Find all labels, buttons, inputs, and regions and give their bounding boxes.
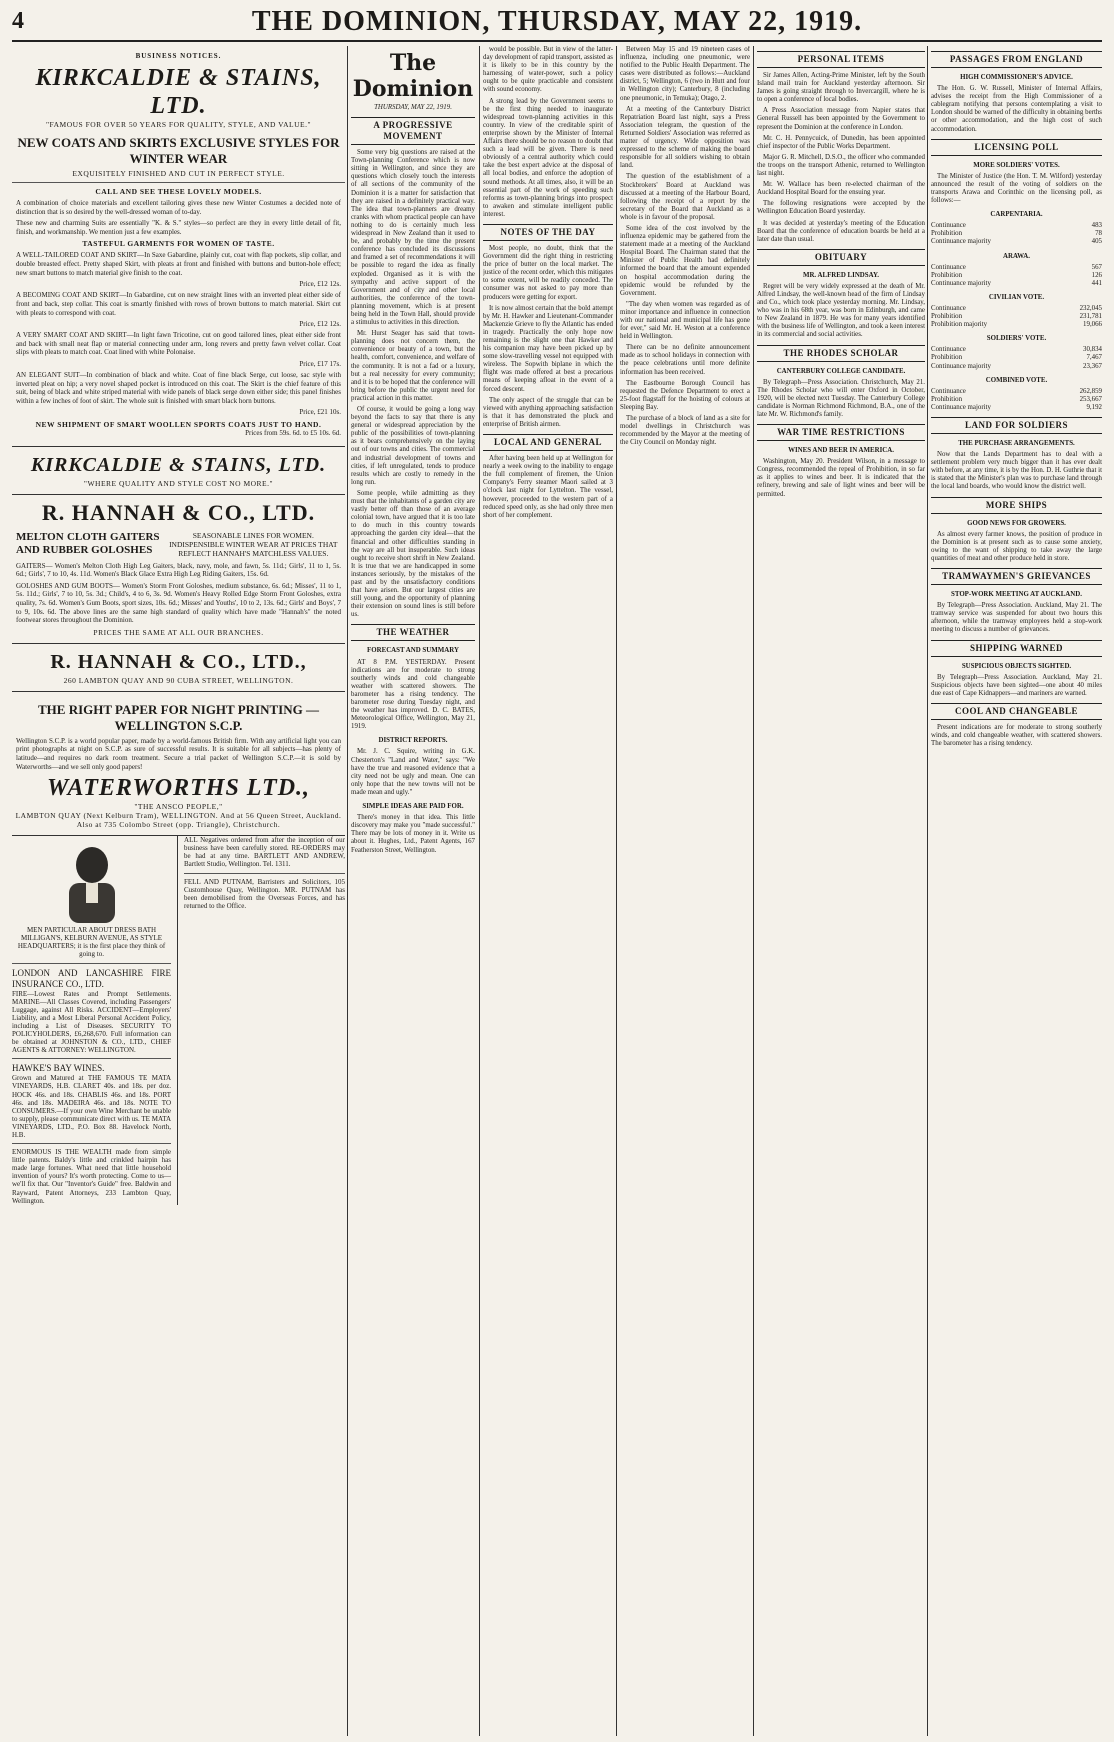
land-soldiers-heading: LAND FOR SOLDIERS — [931, 417, 1102, 434]
war-subheading: WINES AND BEER IN AMERICA. — [788, 447, 894, 455]
personal-item: Major G. R. Mitchell, D.S.O., the officer who commanded the troops on the transport Athenic, returned to Wellington last night. — [757, 153, 925, 178]
personal-item: Mr. W. Wallace has been re-elected chairman of the Auckland Hospital Board for the ensuing year. — [757, 181, 925, 197]
kirkcaldie-tagline: "FAMOUS FOR OVER 50 YEARS FOR QUALITY, STYLE, AND VALUE." — [45, 120, 312, 130]
note-paragraph: The only aspect of the struggle that can be viewed with anything approaching satisfaction is that it has demonstrated the pluck and enterprise of British airmen. — [483, 396, 613, 428]
lower-ads — [12, 836, 345, 1205]
poll-row — [931, 280, 1102, 288]
poll-count: 232,045 — [1079, 304, 1102, 312]
kirk-price: Price, £21 10s. — [299, 408, 341, 417]
personal-item: Sir James Allen, Acting-Prime Minister, left by the South Island mail train for Auckland yesterday afternoon. Sir James is going straight through to Invercargill, where he is to open a conference of local bodies. — [757, 72, 925, 104]
local-item: There can be no definite announcement made as to school holidays in connection with the peace celebrations until more definite information has been received. — [620, 344, 750, 376]
hannah-ad-2 — [12, 644, 345, 692]
poll-label: Continuance majority — [931, 238, 991, 246]
poll-label: Prohibition — [931, 271, 963, 279]
kirkcaldie-ad — [12, 46, 345, 447]
column-rule — [479, 46, 480, 1736]
hawkes-bay-txt: Grown and Matured at THE FAMOUS TE MATA VINEYARDS, H.B. CLARET 40s. and 18s. per doz. HOCK 46s. and 18s. CHABLIS 46s. and 18s. PORT 46s. and 18s. MADEIRA 46s. and 18s. NOTE TO CONSUMERS.—If your own Wine Merchant be unable to supply, please communicate direct with us. TE MATA VINEYARDS, LTD., P.O. Box 88. Havelock North, H.B. — [12, 1074, 172, 1139]
poll-label: Continuance — [931, 346, 966, 354]
shipping-warned-heading: SHIPPING WARNED — [931, 640, 1102, 657]
editorial-continued: would be possible. But in view of the latter-day development of rapid transport, assisted as it is likely to be in this country by the harnessing of water-power, such a policy ought to be quite practicable and consistent with sound economy. — [483, 46, 613, 94]
note-paragraph: Most people, no doubt, think that the Government did the right thing in restricting the price of butter on the local market. The justice of the recent order, which this mitigates to some extent, will be readily conceded. The consumer was not asked to pay more than producers were getting for export. — [483, 244, 613, 301]
poll-group-heading: COMBINED VOTE. — [985, 376, 1048, 384]
poll-row — [931, 313, 1102, 321]
poll-group-heading: CIVILIAN VOTE. — [988, 293, 1045, 301]
poll-row — [931, 222, 1102, 230]
hannah-gaiters-head: MELTON CLOTH GAITERS AND RUBBER GOLOSHES — [16, 530, 160, 556]
poll-count: 253,667 — [1079, 395, 1102, 403]
weather-heading: THE WEATHER — [351, 624, 475, 641]
personal-item: Mr. C. H. Pennycuick, of Dunedin, has been appointed chief inspector of the Public Works Department. — [757, 134, 925, 150]
kirk-item: AN ELEGANT SUIT—In combination of black and white. Coat of fine black Serge, cut loose, sac style with inverted pleat on hip; a very novel shaped pocket is introduced on this coat. The Skirt is the chief feature of this suit, being of black and white striped material with wide panels of black serge down either side; this panel finishes within a few inches of foot of skirt. The whole suit is finished with smart black horn buttons. — [16, 371, 341, 405]
kirkcaldie-name: KIRKCALDIE & STAINS, LTD. — [35, 65, 322, 120]
poll-count: 23,367 — [1083, 362, 1102, 370]
editorial-date: THURSDAY, MAY 22, 1919. — [374, 104, 452, 111]
coats-sub: EXQUISITELY FINISHED AND CUT IN PERFECT STYLE. — [72, 169, 285, 179]
advertisements — [12, 46, 345, 1736]
local-item: The purchase of a block of land as a site for model dwellings in Christchurch was recommended by the Mayor at the meeting of the City Council on Monday night. — [620, 415, 750, 447]
poll-count: 567 — [1091, 263, 1102, 271]
waterworths-name: WATERWORTHS LTD., — [46, 775, 311, 802]
milligan-ad: MEN PARTICULAR ABOUT DRESS BATH MILLIGAN'S, KELBURN AVENUE, AS STYLE HEADQUARTERS; it is the first place they think of going to. — [17, 926, 166, 959]
weather-subheading: FORECAST AND SUMMARY — [367, 647, 459, 655]
poll-label: Continuance — [931, 387, 966, 395]
passages-body: The Hon. G. W. Russell, Minister of Internal Affairs, advises the receipt from the High Commissioner of a cablegram notifying that persons contemplating a visit to London should be warned of the difficulty in obtaining berths or other accommodation, and the high cost of such accommodation. — [931, 85, 1102, 133]
poll-count: 30,834 — [1083, 346, 1102, 354]
licensing-subheading: MORE SOLDIERS' VOTES. — [973, 161, 1060, 169]
hannah-ad — [12, 495, 345, 644]
column-rule — [347, 46, 348, 1736]
local-item: At a meeting of the Canterbury District Repatriation Board last night, says a Press Association telegram, the question of the Returned Soldiers' Association was referred as matter of urgency. Wide opposition was expressed to the scheme of making the board responsible for all soldiers wishing to obtain land. — [620, 105, 750, 170]
local-item: The question of the establishment of a Stockbrokers' Board at Auckland was discussed at a meeting of the Harbour Board, following the receipt of a report by the secretary of the Board that Auckland as a whole is in favour of the proposal. — [620, 173, 750, 221]
poll-label: Prohibition — [931, 230, 963, 238]
personal-column — [757, 46, 925, 1736]
poll-label: Continuance — [931, 222, 966, 230]
weather-body: AT 8 P.M. YESTERDAY. Present indications are for moderate to strong southerly winds and cold changeable weather with scattered showers. The barometer has a rising tendency. The barometer rose during Tuesday night, and the weather has improved. D. C. BATES, Meteorological Office, Wellington, May 21, 1919. — [351, 658, 475, 731]
note-paragraph: It is now almost certain that the bold attempt by Mr. H. Hawker and Lieutenant-Commander Mackenzie Grieve to fly the Atlantic has ended in tragedy. Practically the only hope now remaining is the slight one that Hawker and his companion may have been picked up by some slow-travelling vessel not equipped with wireless. The Sopwith biplane in which the flight was made offered at best a precarious means of keeping afloat in the event of a forced descent. — [483, 304, 613, 393]
poll-count: 483 — [1091, 222, 1102, 230]
licensing-poll-heading: LICENSING POLL — [931, 139, 1102, 156]
poll-row — [931, 238, 1102, 246]
newspaper-nameplate: The Dominion — [352, 50, 474, 102]
poll-row — [931, 363, 1102, 371]
poll-count: 126 — [1091, 271, 1102, 279]
waterworths-address: LAMBTON QUAY (Next Kelburn Tram), WELLINGTON. And at 56 Queen Street, Auckland. Also at 735 Colombo Street (opp. Triangle), Christchurch. — [15, 811, 342, 830]
passages-subheading: HIGH COMMISSIONER'S ADVICE. — [960, 74, 1073, 81]
tramway-body: By Telegraph—Press Association. Auckland, May 21. The tramway service was suspended for about two hours this afternoon, while the tramway employees held a stop-work meeting to discuss a number of grievances. — [931, 602, 1102, 634]
kirk-intro: A combination of choice materials and excellent tailoring gives these new Winter Costumes a decided note of distinction that is so desired by the well-dressed woman of to-day. — [16, 199, 341, 216]
poll-row — [931, 354, 1102, 362]
rhodes-subheading: CANTERBURY COLLEGE CANDIDATE. — [776, 367, 906, 375]
ships-subheading: GOOD NEWS FOR GROWERS. — [967, 519, 1066, 527]
poll-results — [931, 211, 1102, 412]
hannah-seasonable: SEASONABLE LINES FOR WOMEN. INDISPENSIBLE WINTER WEAR AT PRICES THAT REFLECT HANNAH'S MATCHLESS VALUES. — [169, 530, 338, 558]
simple-ideas-heading: SIMPLE IDEAS ARE PAID FOR. — [362, 803, 464, 811]
personal-item: A Press Association message from Napier states that General Russell has been appointed by the Government to represent the Dominion at the conference in London. — [757, 107, 925, 131]
london-lancashire-head: LONDON AND LANCASHIRE FIRE INSURANCE CO., LTD. — [12, 967, 172, 989]
column-rule — [753, 46, 754, 1736]
local-item: "The day when women was regarded as of minor importance and influence in connection with our national and municipal life has gone for ever," said Mr. H. Weston at a conference held in Wellington. — [620, 300, 750, 341]
column-rule — [616, 46, 617, 1736]
poll-label: Continuance majority — [931, 403, 991, 411]
news-column — [931, 46, 1102, 1736]
kirk-price: Price, £12 12s. — [299, 320, 341, 329]
poll-count: 7,467 — [1086, 354, 1102, 362]
cool-changeable-heading: COOL AND CHANGEABLE — [931, 703, 1102, 720]
tasteful-heading: TASTEFUL GARMENTS FOR WOMEN OF TASTE. — [82, 239, 275, 249]
hannah-address: 260 LAMBTON QUAY AND 90 CUBA STREET, WELLINGTON. — [63, 675, 294, 685]
ships-body: As almost every farmer knows, the position of produce in the Dominion is at present such as to cause some anxiety, owing to the want of shipping to take away the large quantities of meat and other produce held in store. — [931, 530, 1102, 562]
local-general-heading: LOCAL AND GENERAL — [483, 434, 613, 451]
poll-label: Continuance — [931, 263, 966, 271]
personal-item: The following resignations were accepted by the Wellington Education Board yesterday. — [757, 200, 925, 216]
editorial-heading: A PROGRESSIVE MOVEMENT — [351, 117, 475, 145]
sports-price: Prices from 59s. 6d. to £5 10s. 6d. — [245, 428, 341, 437]
poll-count: 231,781 — [1079, 313, 1102, 321]
london-lancashire-txt: FIRE—Lowest Rates and Prompt Settlements. MARINE—All Classes Covered, including Passengers' Luggage, against All Risks. ACCIDENT—Employers' Liability, and a Most Liberal Personal Accident Policy, including a List of Diseases. SECURITY TO POLICYHOLDERS, £6,268,670. Full information can be obtained at JOHNSTON & CO., LTD., CHIEF AGENTS & ATTORNEY: WELLINGTON. — [12, 989, 172, 1055]
poll-label: Prohibition — [931, 354, 963, 362]
hannah-gaiters: GAITERS— Women's Melton Cloth High Leg Gaiters, black, navy, mole, and fawn, 5s. 11d.; Girls', 11 to 1, 5s. 6d.; Girls', 7 to 10, 4s. 11d. Women's Black Glace Extra High Leg Riding Gaiters, 15s. 6d. — [16, 561, 341, 579]
poll-count: 405 — [1091, 238, 1102, 246]
poll-label: Prohibition — [931, 313, 963, 321]
obituary-body: Regret will be very widely expressed at the death of Mr. Alfred Lindsay, the well-known head of the firm of Lindsay and Co., which took place yesterday morning. Mr. Lindsay, who was in his 68th year, was born in Edinburgh, and came to New Zealand in 1879. He was for many years identified with the business life of Wellington, and took a keen interest in its commercial and social activities. — [757, 282, 925, 339]
kirkcaldie-tagline-2: "WHERE QUALITY AND STYLE COST NO MORE." — [83, 478, 274, 488]
poll-group-heading: SOLDIERS' VOTE. — [986, 335, 1047, 343]
business-notices-label: BUSINESS NOTICES. — [135, 52, 222, 60]
poll-label: Prohibition majority — [931, 321, 988, 329]
notes-of-the-day-heading: NOTES OF THE DAY — [483, 224, 613, 241]
night-printing-txt: Wellington S.C.P. is a world popular paper, made by a world-famous British firm. With any artificial light you can print photographs at night on S.C.P. as sure of successful results. It is suitable for all subjects—has plenty of latitude—and requires no dark room treatment. Secure a trial packet of Wellington S.C.P.—it is sold by Waterworths—and we sell only good papers! — [16, 736, 341, 771]
poll-count: 78 — [1095, 230, 1102, 238]
tramway-subheading: STOP-WORK MEETING AT AUCKLAND. — [951, 591, 1082, 599]
district-body: Mr. J. C. Squire, writing in G.K. Chesterton's "Land and Water," says: "We have the true and reasoned evidence that a city need not be ugly and mean. One can only hope that the new towns will not be made mean and ugly." — [351, 748, 475, 796]
obituary-heading: OBITUARY — [757, 249, 925, 266]
hannah-same-prices: PRICES THE SAME AT ALL OUR BRANCHES. — [93, 627, 264, 637]
fell-putnam-ad: FELL AND PUTNAM, Barristers and Solicitors, 105 Customhouse Quay, Wellington. MR. PUTNAM has been demobilised from the Overseas Forces, and has returned to the Office. — [184, 877, 345, 910]
kirkcaldie-ad-2 — [12, 447, 345, 495]
editorial-column — [351, 46, 475, 1736]
land-body: Now that the Lands Department has to deal with a settlement problem very much bigger than it has ever dealt with before, at any time, it is by the Hon. D. H. Guthrie that it is stated that the Minister's plan was to purchase land through the local land boards, who would know the district well. — [931, 451, 1102, 491]
kirk-item: A VERY SMART COAT AND SKIRT—In light fawn Tricotine, cut on good tailored lines, pleat either side front and back with small neat flap or material connecting under arm, long revers and pretty fawn velvet collar. Coat slips with pleats to match coat. Coat lined with white Polonaise. — [16, 331, 341, 357]
poll-label: Continuance majority — [931, 362, 991, 370]
hannah-goloshes: GOLOSHES AND GUM BOOTS— Women's Storm Front Goloshes, medium substance, 6s. 6d.; Misses', 11 to 1, 5s. 11d.; Girls', 7 to 10, 5s. 3d.; Child's, 4 to 6, 3s. 9d. Women's Heavy Rolled Edge Storm Front Goloshes, extra quality, 7s. 6d. Women's Gum Boots, sport sizes, 10s. 6d.; Misses' and Youths', 10 to 2, 13s. 6d.; Girls' and Boys', 7 to 9, 10s. 6d. The above lines are the same high standard of quality which have made "Hannah's" the noted footwear stores throughout the Dominion. — [16, 581, 341, 625]
local-item: Some idea of the cost involved by the influenza epidemic may be gathered from the statement made at a meeting of the Auckland Hospital Board. The Chairman stated that the Minister of Public Health had definitely informed the board that the amount expended on hospital accommodation during the epidemic would be refunded by the Government. — [620, 224, 750, 297]
masthead — [12, 6, 1102, 42]
local-item: Between May 15 and 19 nineteen cases of influenza, including one pneumonic, were notified to the Public Health Department. The cases were distributed as follows:—Auckland district, 5; Wellington, 6 (two in Hutt and four in Wellington city); Canterbury, 8 (including one pneumonic, in Temuka); Otago, 2. — [620, 46, 750, 102]
war-restrictions-heading: WAR TIME RESTRICTIONS — [757, 424, 925, 441]
poll-row — [931, 396, 1102, 404]
poll-row — [931, 404, 1102, 412]
poll-row — [931, 230, 1102, 238]
kirkcaldie-name-2: KIRKCALDIE & STAINS, LTD. — [30, 453, 327, 476]
coats-skirts-heading: NEW COATS AND SKIRTS EXCLUSIVE STYLES FOR WINTER WEAR — [17, 135, 340, 167]
man-portrait-image — [12, 836, 171, 926]
shipping-body: By Telegraph—Press Association. Auckland, May 21. Suspicious objects have been sighted—one about 40 miles due east of Cape Kidnappers—and mariners are warned. — [931, 673, 1102, 697]
poll-count: 262,859 — [1079, 387, 1102, 395]
paper-ad — [12, 692, 345, 836]
call-see: CALL AND SEE THESE LOVELY MODELS. — [95, 187, 262, 197]
poll-row — [931, 321, 1102, 329]
sports-coats: NEW SHIPMENT OF SMART WOOLLEN SPORTS COATS JUST TO HAND. — [35, 419, 322, 429]
poll-row — [931, 305, 1102, 313]
editorial-paragraph: Mr. Hurst Seager has said that town-planning does not concern them, the convenience or beauty of a town, but the health, comfort, convenience, and welfare of the community. It is not a fad or a luxury, but a real necessity for every community; and it is to be hoped that the conference will bring before the public the urgent need for practical action in this matter. — [351, 330, 475, 402]
editorial-paragraph: Of course, it would be going a long way beyond the facts to say that there is any general or widespread appreciation by the public of the possibilities of town-planning as it bears comprehensively on the laying out of our towns and cities. The commercial and industrial development of towns and cities, if left unregulated, tends to produce results which are costly to remedy in the long run. — [351, 406, 475, 486]
column-rule — [927, 46, 928, 1736]
notes-column — [483, 46, 613, 1736]
page-number: 4 — [12, 8, 24, 34]
local-column — [620, 46, 750, 1736]
waterworths-tag: "THE ANSCO PEOPLE," — [134, 802, 223, 812]
kirk-item: A BECOMING COAT AND SKIRT—In Gabardine, cut on new straight lines with an inverted pleat either side of front and back, step collar. This coat is smartly finished with rows of brown buttons to match material. Skirt cut with pleats to correspond with coat. — [16, 291, 341, 317]
poll-count: 9,192 — [1086, 403, 1102, 411]
rhodes-scholar-heading: THE RHODES SCHOLAR — [757, 345, 925, 362]
poll-label: Continuance — [931, 304, 966, 312]
poll-row — [931, 346, 1102, 354]
poll-row — [931, 272, 1102, 280]
poll-count: 441 — [1091, 279, 1102, 287]
obituary-subheading: MR. ALFRED LINDSAY. — [802, 271, 880, 279]
paper-title: THE DOMINION, THURSDAY, MAY 22, 1919. — [251, 6, 863, 37]
kirk-item: A WELL-TAILORED COAT AND SKIRT—In Saxe Gabardine, plainly cut, coat with flap pockets, slip collar, and double breasted effect. Pretty shaped Skirt, with pleats at front and finished with buttons and button-hole effect; new smart buttons to match material give finish to the coat. — [16, 251, 341, 277]
poll-row — [931, 264, 1102, 272]
passages-heading: PASSAGES FROM ENGLAND — [931, 51, 1102, 68]
poll-group-heading: CARPENTARIA. — [990, 211, 1043, 219]
kirk-intro2: These new and charming Suits are essentially "K. & S." styles—so perfect are they in every little detail of fit, finish, and workmanship. We mention just a few examples. — [16, 219, 341, 236]
war-body: Washington, May 20. President Wilson, in a message to Congress, recommended the repeal of Prohibition, in so far as it applies to wines and beer. It is indicated that the refinery, brewing and sale of light wines and beer will be permitted. — [757, 458, 925, 498]
poll-label: Continuance majority — [931, 279, 991, 287]
tramway-heading: TRAMWAYMEN'S GRIEVANCES — [931, 568, 1102, 585]
licensing-intro: The Minister of Justice (the Hon. T. M. Wilford) yesterday announced the result of the voting of soldiers on the transports Arawa and Corinthic on the licensing poll, as follows:— — [931, 172, 1102, 205]
editorial-paragraph: Some people, while admitting as they must that the inhabitants of a garden city are vastly better off than those of an average colonial town, have argued that it is too late to do much in this country towards approaching the garden city ideal—that the financial and other difficulties standing in the way are all but insuperable. Such ideas ought to receive short shrift in New Zealand. It is true that we are handicapped in some instances seriously, by the mistakes of the past and by the unsatisfactory conditions that have arisen. But our largest cities are still young, and the opportunity of planning their extension on sound lines is still before us. — [351, 489, 475, 619]
more-ships-heading: MORE SHIPS — [931, 497, 1102, 514]
hawkes-bay-head: HAWKE'S BAY WINES. — [12, 1063, 105, 1074]
kirk-price: Price, £17 17s. — [299, 360, 341, 368]
district-reports-heading: DISTRICT REPORTS. — [378, 737, 448, 745]
local-paragraph: After having been held up at Wellington for nearly a week owing to the inability to engage the full complement of firemen, the Union Company's Ferry steamer Maori sailed at 3 o'clock last night for Lyttelton. The vessel, however, proceeded to the western part of a reduced speed only, as she had only three men short of her complement. — [483, 455, 613, 519]
poll-count: 19,066 — [1083, 321, 1102, 329]
rhodes-body: By Telegraph—Press Association. Christchurch, May 21. The Rhodes Scholar who will enter Oxford in October, 1920, will be elected next Tuesday. The Canterbury College candidate is Norman Richmond Richmond, B.A., one of the late Mr. W. Richmond's family. — [757, 378, 925, 418]
hannah-name: R. HANNAH & CO., LTD. — [41, 499, 316, 525]
editorial-continued: A strong lead by the Government seems to be the first thing needed to inaugurate widespread town-planning activities in this country. In view of the creditable spirit of enterprise shown by the Minister of Internal Affairs there should be no reason to doubt that such a lead will be given. There is need obviously of a central authority which could take the best expert advice at the disposal of all local bodies, and enforce the adoption of sound methods. At all times, also, it will be an essential part of the work of speeding such reforms as town-planning brings into prospect to awaken and stimulate intelligent public interest. — [483, 97, 613, 218]
cool-body: Present indications are for moderate to strong southerly winds, and cold changeable weather, with scattered showers. The barometer has a rising tendency. — [931, 723, 1102, 748]
land-subheading: THE PURCHASE ARRANGEMENTS. — [958, 440, 1075, 447]
local-item: The Eastbourne Borough Council has requested the Defence Department to erect a 25-foot flagstaff for the hoisting of colours at Sleeping Bay. — [620, 379, 750, 411]
patents-ad: ENORMOUS IS THE WEALTH made from simple little patents. Baldy's little and crinkled hairpin has made large fortunes. What need that little household invention of yours? It's worth protecting. Come to us—we'll fix that. Our "Inventor's Guide" free. Baldwin and Rayward, Patent Attorneys, 233 Lambton Quay, Wellington. — [12, 1148, 172, 1205]
poll-label: Prohibition — [931, 395, 963, 403]
kirk-price: Price, £12 12s. — [299, 280, 341, 289]
negatives-ad: ALL Negatives ordered from after the inception of our business have been carefully stored. RE-ORDERS may be had at any time. BARTLETT AND ANDREW, Bartlett Studio, Wellington. Tel. 1311. — [184, 836, 345, 869]
poll-row — [931, 388, 1102, 396]
personal-item: It was decided at yesterday's meeting of the Education Board that the conference of education boards be held at a later date than usual. — [757, 219, 925, 243]
night-printing-head: THE RIGHT PAPER FOR NIGHT PRINTING —WELLINGTON S.C.P. — [38, 701, 319, 733]
editorial-paragraph: Some very big questions are raised at the Town-planning Conference which is now sitting in Wellington, and since they are questions which closely touch the interests of all sections of the community of the Dominion it is a matter for satisfaction that they are raised in a definitely practical way. The idea that town-planners are dreamy cranks with whom practical people can have nothing to do is certainly much less widespread in New Zealand than it used to be, and probably by the time the present conference has concluded its discussions and framed a set of recommendations it will be possible to regard the idea as finally exploded. Organised as it is with the sympathy and active support of the Government and of city and other local authorities, the conference of the town-planning movement, which is at present being held in the Town Hall, should provide a stimulus to activities in this direction. — [351, 149, 475, 327]
personal-items-heading: PERSONAL ITEMS — [757, 51, 925, 68]
hannah-name-2: R. HANNAH & CO., LTD., — [50, 650, 307, 673]
shipping-subheading: SUSPICIOUS OBJECTS SIGHTED. — [961, 662, 1072, 670]
poll-group-heading: ARAWA. — [1003, 252, 1030, 260]
simple-ideas-body: There's money in that idea. This little discovery may make you "made successful." There may be lots of money in it. Write us about it. Hughes, Ltd., Patent Agents, 167 Featherston Street, Wellington. — [351, 814, 475, 854]
